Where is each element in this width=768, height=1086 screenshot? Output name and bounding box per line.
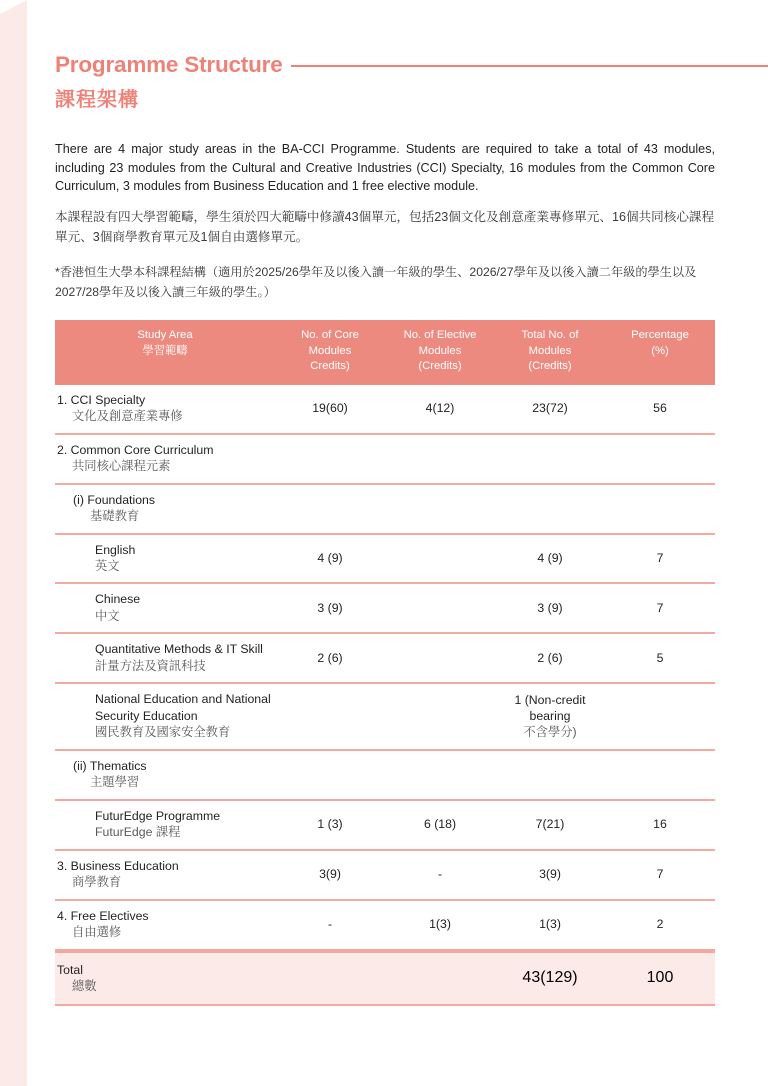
- column-header-elective-line2: Modules: [418, 344, 462, 357]
- total-row-label-en: Total: [57, 962, 83, 977]
- row-label-zh: 商學教育: [72, 875, 122, 890]
- table-row: [55, 435, 715, 485]
- footnote-paragraph-chinese: *香港恒生大學本科課程結構（適用於2025/26學年及以後入讀一年級的學生、2026/27學年及以後入讀二年級的學生以及2027/28學年及以後入讀三年級的學生。）: [55, 265, 697, 299]
- row-label: [55, 492, 275, 525]
- row-elective-modules: 4(12): [425, 401, 455, 416]
- title-horizontal-rule: [291, 65, 768, 67]
- row-label-zh: 文化及創意產業專修: [72, 409, 183, 424]
- row-core-modules: 3(9): [319, 867, 341, 882]
- column-header-core-line1: No. of Core: [301, 329, 359, 341]
- table-row: [55, 801, 715, 851]
- row-total-modules: [495, 692, 605, 741]
- row-label-zh: 中文: [95, 608, 120, 623]
- row-label: [55, 858, 275, 891]
- table-body: [55, 385, 715, 951]
- row-core-modules: 4 (9): [317, 551, 343, 566]
- row-label-zh: 共同核心課程元素: [72, 459, 171, 474]
- column-header-percentage-line1: Percentage: [631, 329, 689, 341]
- row-total-modules: 3 (9): [537, 600, 563, 615]
- row-label-zh: 主題學習: [90, 775, 140, 790]
- column-header-core-modules: [275, 328, 385, 375]
- row-label-en: 1. CCI Specialty: [57, 392, 146, 407]
- column-header-elective-modules: [385, 328, 495, 375]
- row-core-modules: 2 (6): [317, 650, 343, 665]
- row-label-en: FuturEdge Programme: [95, 808, 221, 823]
- programme-structure-table: [55, 320, 715, 1006]
- row-label: [55, 641, 275, 674]
- row-elective-modules: 1(3): [429, 917, 451, 932]
- row-core-modules: -: [327, 917, 333, 932]
- row-percentage: 7: [656, 867, 664, 882]
- page-title-chinese: 課程架構: [55, 89, 139, 111]
- row-total-modules: 1(3): [539, 917, 561, 932]
- row-label: [55, 392, 275, 425]
- table-total-row: [55, 951, 715, 1007]
- page-header: [55, 52, 768, 112]
- row-core-modules: 19(60): [312, 401, 348, 416]
- row-label-zh: 英文: [95, 559, 120, 574]
- row-label: [55, 758, 275, 791]
- row-total-modules: 23(72): [532, 401, 568, 416]
- row-label: [55, 542, 275, 575]
- table-row: [55, 684, 715, 750]
- total-row-percentage: 100: [646, 968, 674, 986]
- row-label-en: National Education and National Security Education: [95, 692, 271, 723]
- row-label-zh: 基礎教育: [90, 509, 140, 524]
- column-header-elective-line3: (Credits): [418, 360, 462, 373]
- row-total-modules: 3(9): [539, 867, 561, 882]
- row-label-zh: 計量方法及資訊科技: [95, 658, 206, 673]
- column-header-study-area-en: Study Area: [137, 329, 193, 341]
- total-row-label: [55, 962, 275, 995]
- row-label-en: 4. Free Electives: [57, 908, 149, 923]
- total-row-label-zh: 總數: [72, 978, 97, 993]
- left-decorative-band: [0, 0, 27, 1086]
- row-core-modules: 3 (9): [317, 600, 343, 615]
- row-label-en: 3. Business Education: [57, 858, 179, 873]
- table-row: [55, 535, 715, 585]
- table-row: [55, 901, 715, 951]
- column-header-elective-line1: No. of Elective: [403, 329, 477, 341]
- band-corner-notch: [0, 0, 27, 14]
- row-total-noncredit-line2: bearing: [529, 708, 571, 723]
- column-header-study-area: [55, 328, 275, 359]
- column-header-total-line1: Total No. of: [521, 329, 579, 341]
- row-total-noncredit-line3: 不含學分): [523, 725, 577, 740]
- row-percentage: 2: [656, 917, 664, 932]
- row-total-noncredit: [495, 692, 605, 741]
- column-header-total-line2: Modules: [528, 344, 572, 357]
- row-label-en: English: [95, 542, 136, 557]
- table-row: [55, 634, 715, 684]
- row-elective-modules: -: [437, 867, 443, 882]
- row-label-en: Chinese: [95, 592, 141, 607]
- column-header-core-line3: Credits): [310, 360, 350, 373]
- total-row-total: 43(129): [522, 968, 578, 986]
- column-header-percentage: [605, 328, 715, 359]
- column-header-total-line3: (Credits): [528, 360, 572, 373]
- row-label-zh: 自由選修: [72, 925, 122, 940]
- intro-paragraph-chinese: 本課程設有四大學習範疇，學生須於四大範疇中修讀43個單元，包括23個文化及創意產業專修單元、16個共同核心課程單元、3個商學教育單元及1個自由選修單元。: [55, 210, 715, 245]
- row-percentage: 56: [653, 401, 667, 416]
- page-title-english: Programme Structure: [55, 52, 283, 77]
- row-label-en: Quantitative Methods & IT Skill: [95, 642, 263, 657]
- row-total-modules: 7(21): [535, 817, 565, 832]
- row-label: [55, 908, 275, 941]
- row-total-modules: 4 (9): [537, 551, 563, 566]
- row-elective-modules: 6 (18): [423, 817, 457, 832]
- row-label-zh: FuturEdge 課程: [95, 825, 181, 840]
- row-label-en: (i) Foundations: [73, 492, 156, 507]
- row-percentage: 7: [656, 551, 664, 566]
- table-row: [55, 385, 715, 435]
- row-label-en: 2. Common Core Curriculum: [57, 442, 214, 457]
- row-percentage: 5: [656, 650, 664, 665]
- row-label: [55, 591, 275, 624]
- table-row: [55, 485, 715, 535]
- row-percentage: 7: [656, 600, 664, 615]
- table-header-row: [55, 320, 715, 385]
- row-label: [55, 808, 275, 841]
- table-row: [55, 751, 715, 801]
- row-core-modules: 1 (3): [317, 817, 343, 832]
- row-label: [55, 691, 275, 740]
- column-header-core-line2: Modules: [308, 344, 352, 357]
- column-header-total-modules: [495, 328, 605, 375]
- row-total-modules: 2 (6): [537, 650, 563, 665]
- table-row: [55, 851, 715, 901]
- title-row: [55, 52, 768, 78]
- row-total-noncredit-line1: 1 (Non-credit: [514, 692, 586, 707]
- column-header-percentage-line2: (%): [651, 344, 669, 357]
- column-header-study-area-zh: 學習範疇: [142, 344, 188, 357]
- row-percentage: 16: [653, 817, 667, 832]
- table-row: [55, 584, 715, 634]
- intro-paragraph-english: There are 4 major study areas in the BA-CCI Programme. Students are required to take a total of 43 modules, including 23 modules from the Cultural and Creative Industries (CCI) Specialty, 16 modules from the Common Core Curriculum, 3 modules from Business Education and 1 free elective module.: [55, 142, 715, 194]
- row-label-zh: 國民教育及國家安全教育: [95, 725, 231, 740]
- row-label-en: (ii) Thematics: [73, 758, 147, 773]
- row-label: [55, 442, 275, 475]
